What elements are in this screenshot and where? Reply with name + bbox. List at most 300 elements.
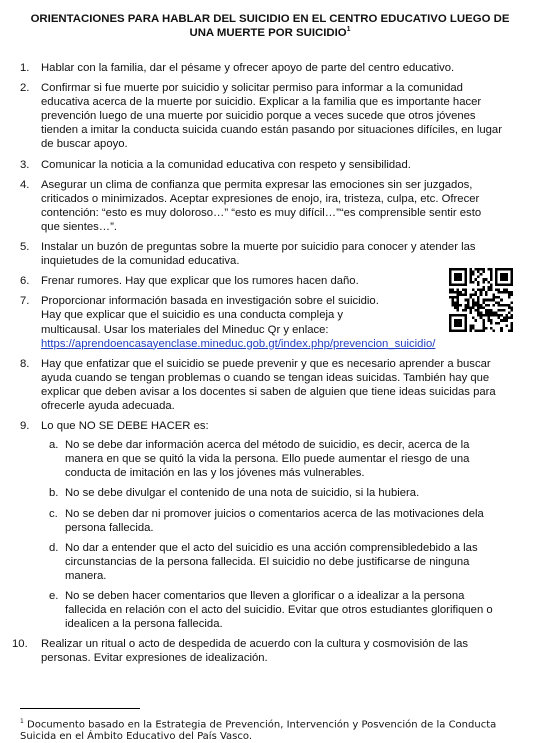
qr-module: [472, 304, 475, 307]
qr-module: [459, 268, 462, 271]
list-item-5: [20, 240, 503, 268]
list-item-2: [20, 81, 503, 151]
qr-module: [487, 319, 490, 322]
qr-module: [503, 319, 506, 322]
qr-module: [480, 291, 483, 294]
qr-module: [490, 286, 493, 289]
list-item-1: [20, 61, 503, 75]
qr-module: [480, 317, 483, 320]
qr-module: [452, 296, 455, 299]
qr-module: [452, 299, 455, 302]
qr-module: [495, 273, 498, 276]
qr-module: [452, 291, 455, 294]
qr-module: [498, 301, 501, 304]
qr-module: [454, 314, 457, 317]
qr-module: [449, 288, 452, 291]
qr-module: [508, 291, 511, 294]
item-text: Asegurar un clima de confianza que permita expresar las emociones sin ser juzgados, criticados o minimizados. Aceptar expresiones de enojo, ira, tristeza, culpa, etc. Ofrecer contención: “esto es muy doloroso…” “esto es muy difícil…”“es comprensible sentir esto que sientes…”.: [41, 178, 482, 233]
qr-module: [498, 268, 501, 271]
qr-module: [493, 294, 496, 297]
qr-module: [472, 271, 475, 274]
qr-module: [449, 276, 452, 279]
qr-module: [469, 278, 472, 281]
qr-module: [498, 288, 501, 291]
qr-module: [452, 329, 455, 332]
qr-module: [475, 329, 478, 332]
qr-module: [449, 271, 452, 274]
qr-module: [457, 314, 460, 317]
qr-module: [490, 327, 493, 330]
qr-module: [508, 294, 511, 297]
qr-module: [449, 319, 452, 322]
qr-module: [495, 312, 498, 315]
sub-item-text: No dar a entender que el acto del suicidio es una acción comprensibledebido a las circunstancias de la persona fallecida. El suicidio no debe justificarse de ninguna manera.: [65, 541, 478, 582]
qr-module: [485, 299, 488, 302]
qr-module: [457, 268, 460, 271]
qr-module: [457, 283, 460, 286]
item-text: Lo que NO SE DEBE HACER es:: [41, 420, 209, 433]
sub-item-text: No se debe divulgar el contenido de una nota de suicidio, si la hubiera.: [65, 487, 420, 500]
qr-module: [508, 283, 511, 286]
qr-module: [503, 288, 506, 291]
qr-module: [452, 314, 455, 317]
item-text-line: Hay que explicar que el suicidio es una conducta compleja y: [41, 309, 344, 322]
qr-module: [449, 314, 452, 317]
qr-module: [498, 317, 501, 320]
qr-module: [495, 278, 498, 281]
qr-module: [490, 273, 493, 276]
qr-module: [493, 296, 496, 299]
qr-module: [500, 299, 503, 302]
qr-module: [490, 312, 493, 315]
sub-item-text: No se deben hacer comentarios que lleven a glorificar o a idealizar a la persona fallecida en relación con el acto del suicidio. Evitar que otros estudiantes glorifiquen o idealicen a la persona fallecida.: [65, 590, 493, 631]
qr-module: [505, 291, 508, 294]
qr-module: [495, 281, 498, 284]
qr-module: [495, 314, 498, 317]
item-text-line: Proporcionar información basada en investigación sobre el suicidio.: [41, 295, 379, 308]
qr-module: [487, 268, 490, 271]
qr-module: [495, 271, 498, 274]
item-text: Comunicar la noticia a la comunidad educativa con respeto y sensibilidad.: [41, 158, 411, 171]
footnote: [20, 716, 520, 743]
qr-module: [469, 329, 472, 332]
sub-item-text: No se deben dar ni promover juicios o comentarios acerca de las motivaciones dela persona fallecida.: [65, 507, 484, 534]
qr-module: [480, 312, 483, 315]
qr-module: [510, 291, 513, 294]
qr-module: [477, 288, 480, 291]
qr-module: [508, 304, 511, 307]
qr-module: [462, 288, 465, 291]
item-number: 4.: [20, 178, 30, 191]
qr-module: [475, 268, 478, 271]
item-text: Frenar rumores. Hay que explicar que los rumores hacen daño.: [41, 275, 359, 288]
qr-module: [510, 294, 513, 297]
qr-module: [508, 317, 511, 320]
qr-module: [510, 329, 513, 332]
sub-item-d: [49, 541, 503, 583]
qr-module: [454, 319, 457, 322]
qr-module: [503, 273, 506, 276]
qr-module: [449, 317, 452, 320]
qr-module: [490, 314, 493, 317]
item-number: 9.: [20, 420, 30, 433]
qr-module: [459, 304, 462, 307]
qr-module: [454, 268, 457, 271]
qr-module: [482, 286, 485, 289]
qr-module: [500, 309, 503, 312]
qr-module: [462, 268, 465, 271]
qr-module: [464, 314, 467, 317]
qr-module: [510, 314, 513, 317]
footnote-text: Documento basado en la Estrategia de Prevención, Intervención y Posvención de la Conducta Suicida en el Ámbito Educativo del País Vasco.: [20, 719, 497, 743]
qr-module: [490, 268, 493, 271]
item-number: 6.: [20, 275, 30, 288]
qr-module: [510, 301, 513, 304]
sub-item-c: [49, 507, 503, 535]
qr-module: [487, 317, 490, 320]
qr-module: [469, 268, 472, 271]
item-number: 10.: [12, 638, 28, 651]
qr-module: [469, 309, 472, 312]
qr-module: [500, 329, 503, 332]
qr-module: [469, 296, 472, 299]
item-number: 1.: [20, 62, 30, 74]
qr-module: [487, 304, 490, 307]
qr-module: [452, 268, 455, 271]
qr-module: [462, 309, 465, 312]
qr-module: [454, 276, 457, 279]
qr-module: [498, 283, 501, 286]
qr-module: [475, 291, 478, 294]
qr-module: [508, 268, 511, 271]
qr-module: [457, 301, 460, 304]
qr-module: [485, 304, 488, 307]
qr-module: [508, 329, 511, 332]
qr-module: [464, 329, 467, 332]
qr-module: [472, 294, 475, 297]
qr-module: [454, 283, 457, 286]
qr-module: [505, 278, 508, 281]
qr-module: [498, 322, 501, 325]
qr-module: [454, 278, 457, 281]
qr-module: [469, 306, 472, 309]
qr-module: [495, 268, 498, 271]
qr-module: [500, 278, 503, 281]
qr-module: [457, 273, 460, 276]
qr-module: [472, 299, 475, 302]
qr-module: [457, 304, 460, 307]
qr-module: [464, 304, 467, 307]
qr-module: [457, 294, 460, 297]
qr-module: [454, 329, 457, 332]
qr-module: [510, 317, 513, 320]
qr-module: [487, 312, 490, 315]
qr-module: [462, 329, 465, 332]
qr-module: [459, 322, 462, 325]
qr-module: [467, 306, 470, 309]
item-text: Confirmar si fue muerte por suicidio y solicitar permiso para informar a la comunidad educativa acerca de la muerte por suicidio. Explicar a la familia que es importante hacer prevención luego de una muerte por suicidio porque a veces sucede que otros jóvenes tienden a imitar la conducta suicida cuando están pasando por situaciones difíciles, en lugar de buscar apoyo.: [41, 82, 502, 151]
qr-module: [487, 299, 490, 302]
qr-module: [454, 273, 457, 276]
list-item-4: [20, 178, 503, 234]
qr-module: [464, 299, 467, 302]
item-text: Hay que enfatizar que el suicidio se puede prevenir y que es necesario aprender a buscar ayuda cuando se tengan problemas o cuando se tengan ideas suicidas. También hay que explicar que deben avisar a los docentes si saben de alguien que tiene ideas suicidas para ofrecerle ayuda adecuada.: [41, 357, 496, 412]
qr-module: [459, 314, 462, 317]
qr-module: [485, 312, 488, 315]
qr-module: [482, 271, 485, 274]
qr-module: [477, 299, 480, 302]
qr-module: [472, 324, 475, 327]
qr-module: [454, 291, 457, 294]
qr-module: [477, 306, 480, 309]
qr-module: [487, 281, 490, 284]
sub-item-e: [49, 589, 503, 631]
qr-module: [503, 291, 506, 294]
qr-module: [480, 294, 483, 297]
qr-module: [490, 322, 493, 325]
sub-item-letter: a.: [49, 439, 59, 452]
qr-module: [490, 309, 493, 312]
qr-module: [464, 322, 467, 325]
qr-module: [490, 283, 493, 286]
qr-module: [510, 273, 513, 276]
qr-module: [500, 314, 503, 317]
qr-module: [469, 324, 472, 327]
qr-module: [482, 319, 485, 322]
qr-module: [464, 271, 467, 274]
sub-item-letter: c.: [49, 507, 58, 520]
qr-module: [459, 291, 462, 294]
qr-module: [482, 288, 485, 291]
qr-module: [457, 278, 460, 281]
qr-module: [472, 317, 475, 320]
list-item-8: [20, 357, 503, 413]
qr-module: [498, 304, 501, 307]
qr-module: [505, 324, 508, 327]
qr-module: [464, 273, 467, 276]
qr-module: [482, 268, 485, 271]
qr-module: [472, 327, 475, 330]
qr-module: [498, 296, 501, 299]
qr-module: [510, 306, 513, 309]
qr-module: [464, 306, 467, 309]
qr-module: [472, 306, 475, 309]
qr-module: [480, 268, 483, 271]
qr-module: [464, 324, 467, 327]
qr-module: [487, 314, 490, 317]
qr-module: [449, 327, 452, 330]
qr-module: [485, 309, 488, 312]
title-footnote-marker: 1: [346, 26, 351, 34]
qr-module: [477, 281, 480, 284]
list-item-7: [20, 294, 503, 350]
qr-module: [510, 322, 513, 325]
qr-module: [457, 276, 460, 279]
qr-module: [482, 301, 485, 304]
qr-module: [490, 319, 493, 322]
list-item-6: [20, 274, 503, 288]
qr-module: [487, 288, 490, 291]
qr-module: [475, 319, 478, 322]
qr-module: [503, 278, 506, 281]
qr-module: [480, 314, 483, 317]
qr-module: [449, 329, 452, 332]
qr-module: [477, 301, 480, 304]
item-number: 8.: [20, 357, 30, 370]
qr-module: [464, 317, 467, 320]
item-text: Instalar un buzón de preguntas sobre la muerte por suicidio para conocer y atender las inquietudes de la comunidad educativa.: [41, 241, 476, 268]
qr-module: [449, 278, 452, 281]
qr-module: [482, 322, 485, 325]
materials-link[interactable]: https://aprendoencasayenclase.mineduc.gob.gt/index.php/prevencion_suicidio/: [41, 337, 436, 350]
qr-module: [454, 324, 457, 327]
qr-module: [495, 288, 498, 291]
qr-module: [469, 276, 472, 279]
qr-module: [477, 314, 480, 317]
qr-module: [493, 299, 496, 302]
item-number: 7.: [20, 295, 30, 308]
qr-module: [477, 276, 480, 279]
sub-item-letter: b.: [49, 487, 59, 500]
qr-module: [449, 281, 452, 284]
qr-module: [464, 319, 467, 322]
qr-module: [510, 268, 513, 271]
qr-code-icon[interactable]: [449, 268, 513, 332]
qr-module: [459, 278, 462, 281]
qr-module: [462, 314, 465, 317]
qr-module: [510, 283, 513, 286]
qr-module: [457, 288, 460, 291]
qr-module: [469, 294, 472, 297]
qr-module: [477, 309, 480, 312]
qr-module: [475, 294, 478, 297]
qr-module: [503, 317, 506, 320]
qr-module: [505, 276, 508, 279]
qr-module: [464, 278, 467, 281]
qr-module: [464, 294, 467, 297]
qr-module: [485, 291, 488, 294]
qr-module: [457, 291, 460, 294]
qr-module: [500, 291, 503, 294]
qr-module: [454, 304, 457, 307]
qr-module: [457, 296, 460, 299]
qr-module: [464, 276, 467, 279]
sub-item-letter: e.: [49, 590, 59, 602]
qr-module: [500, 276, 503, 279]
qr-module: [457, 322, 460, 325]
qr-module: [467, 299, 470, 302]
qr-module: [503, 276, 506, 279]
qr-module: [482, 306, 485, 309]
qr-module: [495, 296, 498, 299]
qr-module: [500, 283, 503, 286]
qr-module: [475, 278, 478, 281]
qr-module: [503, 283, 506, 286]
qr-module: [477, 329, 480, 332]
qr-module: [454, 301, 457, 304]
footnote-divider: [20, 708, 140, 709]
qr-module: [498, 314, 501, 317]
qr-module: [457, 299, 460, 302]
qr-module: [459, 319, 462, 322]
qr-module: [510, 271, 513, 274]
list-item-10: [12, 637, 503, 665]
qr-module: [477, 296, 480, 299]
qr-module: [472, 301, 475, 304]
qr-module: [482, 329, 485, 332]
qr-module: [469, 312, 472, 315]
sub-item-b: [49, 486, 503, 500]
item-number: 2.: [20, 82, 30, 95]
qr-module: [482, 327, 485, 330]
sub-item-letter: d.: [49, 541, 59, 554]
qr-module: [449, 324, 452, 327]
qr-module: [454, 296, 457, 299]
qr-module: [510, 281, 513, 284]
qr-module: [500, 319, 503, 322]
qr-module: [477, 271, 480, 274]
qr-module: [449, 268, 452, 271]
qr-module: [508, 306, 511, 309]
qr-module: [477, 283, 480, 286]
qr-module: [477, 312, 480, 315]
qr-module: [490, 299, 493, 302]
qr-module: [475, 309, 478, 312]
qr-module: [452, 288, 455, 291]
qr-module: [505, 283, 508, 286]
qr-module: [464, 283, 467, 286]
qr-module: [464, 309, 467, 312]
qr-module: [490, 288, 493, 291]
qr-code-graphic: [449, 268, 513, 332]
qr-module: [480, 306, 483, 309]
qr-module: [467, 304, 470, 307]
qr-module: [472, 281, 475, 284]
qr-module: [505, 319, 508, 322]
footnote-marker: 1: [20, 718, 24, 725]
qr-module: [485, 278, 488, 281]
qr-module: [508, 296, 511, 299]
qr-module: [493, 312, 496, 315]
qr-module: [464, 281, 467, 284]
qr-module: [452, 304, 455, 307]
qr-module: [495, 276, 498, 279]
qr-module: [505, 273, 508, 276]
qr-module: [459, 294, 462, 297]
qr-module: [459, 273, 462, 276]
qr-module: [469, 281, 472, 284]
qr-module: [469, 271, 472, 274]
qr-module: [487, 286, 490, 289]
qr-module: [449, 322, 452, 325]
qr-module: [500, 273, 503, 276]
qr-module: [482, 281, 485, 284]
guidelines-list: [0, 61, 540, 665]
qr-module: [457, 329, 460, 332]
qr-module: [510, 309, 513, 312]
qr-module: [482, 278, 485, 281]
qr-module: [459, 329, 462, 332]
qr-module: [503, 304, 506, 307]
qr-module: [457, 324, 460, 327]
qr-module: [449, 291, 452, 294]
qr-module: [457, 309, 460, 312]
qr-module: [505, 268, 508, 271]
qr-module: [452, 283, 455, 286]
qr-module: [475, 304, 478, 307]
qr-module: [495, 322, 498, 325]
list-item-9: [20, 419, 503, 631]
